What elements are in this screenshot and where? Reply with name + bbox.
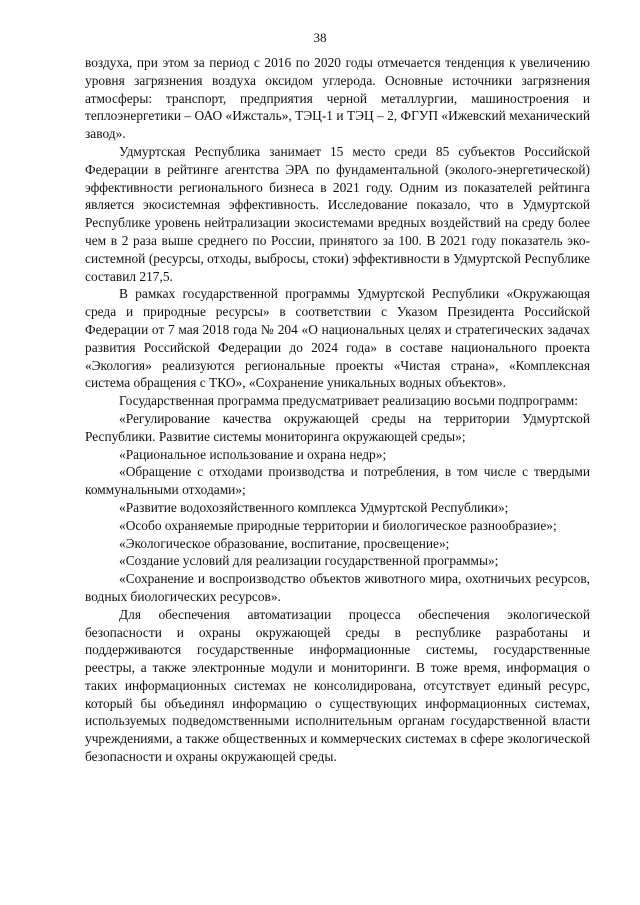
list-item: «Рациональное использование и охрана недр»;	[119, 446, 387, 462]
paragraph-air-pollution: воздуха, при этом за период с 2016 по 2020 годы отмечается тенденция к увеличению уровня загрязнения воздуха оксидом углерода. Основные источники загрязнения атмосферы: транспорт, предприятия черной металлургии, машиностроения и теплоэнергетики – ОАО «Ижсталь», ТЭЦ-1 и ТЭЦ – 2, ФГУП «Ижевский механический завод».	[85, 55, 590, 142]
paragraph-rating: Удмуртская Республика занимает 15 место среди 85 субъектов Российской Федерации в рейтинге агентства ЭРА по фундаментальной (эколого-энергетической) эффективности регионального бизнеса в 2021 году. Одним из показателей рейтинга является экосистемная эффективность. Исследование показало, что в Удмуртской Республике уровень нейтрализации экосистемами вредных воздействий на среду более чем в 2 раза выше среднего по России, принятого за 100. В 2021 году показатель эко-системной (ресурсы, отходы, выбросы, стоки) эффективности в Удмуртской Республике составил 217,5.	[85, 143, 590, 284]
list-item: «Обращение с отходами производства и потребления, в том числе с твердыми коммунальными отходами»;	[85, 464, 590, 498]
list-item: «Создание условий для реализации государственной программы»;	[119, 553, 499, 569]
list-item: «Регулирование качества окружающей среды на территории Удмуртской Республики. Развитие системы мониторинга окружающей среды»;	[85, 410, 590, 444]
paragraph-state-program: В рамках государственной программы Удмуртской Республики «Окружающая среда и природные ресурсы» в соответствии с Указом Президента Российской Федерации от 7 мая 2018 года № 204 «О национальных целях и стратегических задачах развития Российской Федерации до 2024 года» в составе национального проекта «Экология» реализуются региональные проекты «Чистая страна», «Комплексная система обращения с ТКО», «Сохранение уникальных водных объектов».	[85, 286, 590, 391]
subprogram-list	[85, 410, 590, 606]
document-body	[85, 54, 590, 766]
paragraph-subprograms-intro: Государственная программа предусматривает реализацию восьми подпрограмм:	[119, 393, 578, 409]
list-item: «Особо охраняемые природные территории и биологическое разнообразие»;	[119, 517, 557, 533]
list-item: «Развитие водохозяйственного комплекса Удмуртской Республики»;	[119, 499, 509, 515]
paragraph-information-systems: Для обеспечения автоматизации процесса обеспечения экологической безопасности и охраны окружающей среды в республике разработаны и поддерживаются государственные информационные системы, государственные реестры, а также электронные модули и мониторинги. В тоже время, информация о таких информационных системах не консолидирована, отсутствует единый ресурс, который бы объединял информацию о существующих информационных системах, используемых подведомственными исполнительным органам государственной власти учреждениями, а также общественных и коммерческих системах в сфере экологической безопасности и охраны окружающей среды.	[85, 606, 590, 765]
list-item: «Сохранение и воспроизводство объектов животного мира, охотничьих ресурсов, водных биологических ресурсов».	[85, 571, 590, 604]
page-number: 38	[313, 30, 327, 45]
list-item: «Экологическое образование, воспитание, просвещение»;	[119, 535, 450, 551]
